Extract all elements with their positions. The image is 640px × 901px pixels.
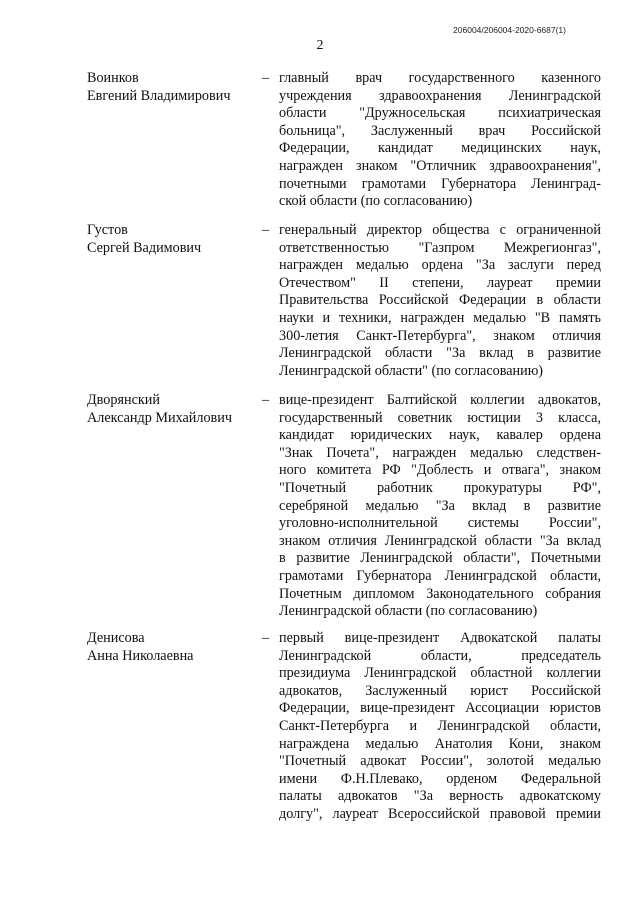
description-line: Правительства Российской Федерации в области: [279, 292, 601, 309]
description-line: долгу", лауреат Всероссийской правовой премии: [279, 805, 601, 822]
description-line: грамотами Губернатора Ленинградской области,: [279, 567, 601, 584]
member-surname: Воинков: [87, 70, 139, 86]
entry-dash: –: [262, 222, 270, 238]
member-surname: Густов: [87, 222, 128, 238]
description-line: первый вице-президент Адвокатской палаты: [279, 630, 601, 646]
member-given-names: Александр Михайлович: [87, 409, 232, 426]
description-line: больница", Заслуженный врач Российской: [279, 122, 601, 139]
description-line: ного комитета РФ "Доблесть и отвага", знаком: [279, 462, 601, 479]
entry-dash: –: [262, 630, 270, 646]
description-line: "Почетный адвокат России", золотой медалью: [279, 753, 601, 770]
description-line: Почетным дипломом Законодательного собрания: [279, 585, 601, 602]
member-name: [87, 630, 259, 665]
member-name: [87, 392, 259, 427]
description-line: Ленинградской области" (по согласованию): [279, 362, 544, 379]
member-description: [279, 222, 601, 380]
description-line: области "Дружносельская психиатрическая: [279, 105, 601, 122]
description-line: адвокатов, Заслуженный юрист Российской: [279, 682, 601, 699]
member-surname: Дворянский: [87, 392, 160, 408]
description-line: государственный советник юстиции 3 класса,: [279, 409, 601, 426]
entry-dash: –: [262, 392, 270, 408]
description-line: президиума Ленинградской областной коллегии: [279, 665, 601, 682]
description-line: вице-президент Балтийской коллегии адвокатов,: [279, 392, 601, 408]
member-given-names: Анна Николаевна: [87, 647, 194, 664]
description-line: главный врач государственного казенного: [279, 70, 601, 86]
description-line: Санкт-Петербурга и Ленинградской области,: [279, 717, 601, 734]
description-line: награжден знаком "Отличник здравоохранения",: [279, 157, 601, 174]
description-line: награждена медалью Анатолия Кони, знаком: [279, 735, 601, 752]
description-line: Федерации, кандидат медицинских наук,: [279, 140, 601, 157]
description-line: уголовно-исполнительной системы России",: [279, 515, 601, 532]
description-line: генеральный директор общества с ограниченной: [279, 222, 601, 238]
description-line: ской области (по согласованию): [279, 193, 473, 210]
member-description: [279, 630, 601, 824]
description-line: Ленинградской области "За вклад в развитие: [279, 345, 601, 362]
description-line: "Знак Почета", награжден медалью следствен-: [279, 444, 601, 461]
description-line: кандидат юридических наук, кавалер ордена: [279, 427, 601, 444]
description-line: награжден медалью ордена "За заслуги перед: [279, 257, 601, 274]
member-given-names: Сергей Вадимович: [87, 239, 202, 256]
member-surname: Денисова: [87, 630, 145, 646]
description-line: Федерации, вице-президент Ассоциации юристов: [279, 700, 601, 717]
member-name: [87, 70, 259, 105]
description-line: знаком отличия Ленинградской области "За вклад: [279, 532, 601, 549]
description-line: учреждения здравоохранения Ленинградской: [279, 87, 601, 104]
member-description: [279, 70, 601, 211]
description-line: палаты адвокатов "За верность адвокатскому: [279, 788, 601, 805]
description-line: 300-летия Санкт-Петербурга", знаком отличия: [279, 327, 601, 344]
description-line: науки и техники, награжден медалью "В память: [279, 309, 601, 326]
description-line: в развитие Ленинградской области", Почетными: [279, 550, 601, 567]
description-line: имени Ф.Н.Плевако, орденом Федеральной: [279, 770, 601, 787]
description-line: серебряной медалью "За вклад в развитие: [279, 497, 601, 514]
description-line: Ленинградской области, председатель: [279, 647, 601, 664]
entry-dash: –: [262, 70, 270, 86]
description-line: ответственностью "Газпром Межрегионгаз",: [279, 239, 601, 256]
member-name: [87, 222, 259, 257]
page-number: 2: [316, 38, 324, 53]
member-description: [279, 392, 601, 621]
description-line: почетными грамотами Губернатора Ленинград-: [279, 175, 601, 192]
document-id: 206004/206004-2020-6687(1): [453, 25, 566, 35]
member-given-names: Евгений Владимирович: [87, 87, 231, 104]
description-line: Отечеством" II степени, лауреат премии: [279, 274, 601, 291]
description-line: Ленинградской области (по согласованию): [279, 603, 538, 620]
description-line: "Почетный работник прокуратуры РФ",: [279, 479, 601, 496]
